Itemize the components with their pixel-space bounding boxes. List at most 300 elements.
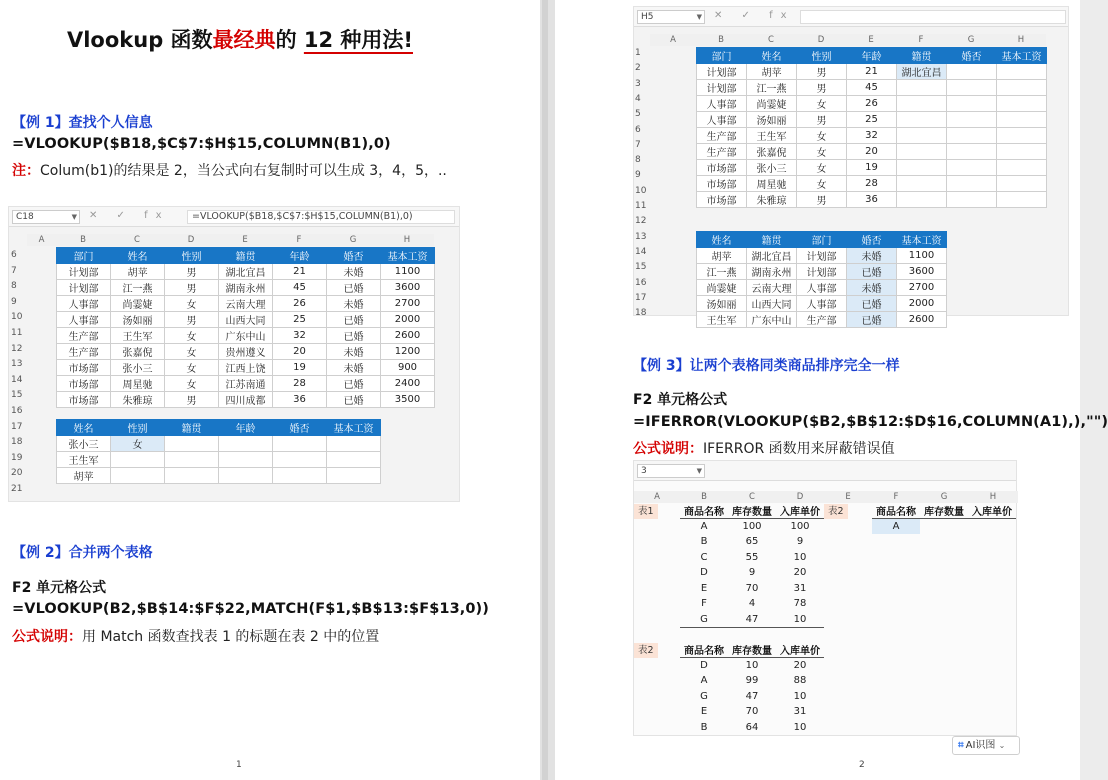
table-cell[interactable]: 4 [748,598,756,610]
row-number[interactable]: 8 [11,281,17,292]
column-letter[interactable]: C [110,234,164,246]
row-number[interactable]: 15 [635,262,647,273]
column-header[interactable]: 姓名 [111,248,165,264]
column-header[interactable]: 基本工资 [997,48,1047,64]
table-cell[interactable]: 10 [745,660,759,671]
table-cell[interactable] [947,176,997,192]
table-cell[interactable]: 女 [165,328,219,344]
table-cell[interactable]: 32 [847,128,897,144]
table-cell[interactable]: 汤如丽 [747,112,797,128]
table-cell[interactable]: G [680,612,728,628]
column-header[interactable]: 部门 [57,248,111,264]
column-header[interactable]: 性别 [165,248,219,264]
column-header[interactable]: 籍贯 [219,248,273,264]
column-letter[interactable]: D [776,491,824,503]
table-cell[interactable]: 计划部 [797,248,847,264]
table-cell[interactable]: 尚霎婕 [697,280,747,296]
column-letter[interactable]: G [920,491,968,503]
column-header[interactable]: 入库单价 [968,503,1016,519]
table-cell[interactable]: 45 [847,80,897,96]
table-cell[interactable]: 江一燕 [747,80,797,96]
table-cell[interactable]: 3500 [381,392,435,408]
table-cell[interactable]: 人事部 [697,112,747,128]
table-cell[interactable] [997,160,1047,176]
table-cell[interactable]: 2600 [897,312,947,328]
table-cell[interactable]: 贵州遵义 [219,344,273,360]
table-cell[interactable]: 江西上饶 [219,360,273,376]
table-cell[interactable]: 胡苹 [57,468,111,484]
table-cell[interactable]: 20 [273,344,327,360]
table-cell[interactable]: 男 [165,312,219,328]
table-cell[interactable]: C [700,551,708,563]
table-cell[interactable] [897,144,947,160]
table-cell[interactable]: 尚霎婕 [111,296,165,312]
table-cell[interactable]: 计划部 [697,64,747,80]
table-cell[interactable]: 人事部 [697,96,747,112]
table-cell[interactable]: A [700,675,708,687]
row-number[interactable]: 21 [11,484,23,494]
table-cell[interactable]: 江一燕 [697,264,747,280]
table-cell[interactable]: 65 [745,536,759,548]
table-cell[interactable]: 2700 [381,296,435,312]
table-cell[interactable]: 47 [745,690,759,702]
table-cell[interactable]: D [700,567,708,579]
table-cell[interactable]: 尚霎婕 [747,96,797,112]
table-cell[interactable]: 王生军 [747,128,797,144]
table-cell[interactable]: 人事部 [57,296,111,312]
table-cell[interactable] [219,436,273,452]
table-cell[interactable]: B [700,536,708,548]
table-cell[interactable] [897,176,947,192]
column-letter[interactable]: E [218,234,272,246]
table-cell[interactable]: 未婚 [327,360,381,376]
column-header[interactable]: 年龄 [847,48,897,64]
column-header[interactable]: 姓名 [747,48,797,64]
table-cell[interactable]: 人事部 [57,312,111,328]
table-cell[interactable]: 已婚 [327,376,381,392]
table-cell[interactable]: 胡苹 [697,248,747,264]
table-cell[interactable] [897,160,947,176]
table-cell[interactable]: 男 [797,80,847,96]
table-cell[interactable]: 计划部 [57,264,111,280]
table-cell[interactable] [947,96,997,112]
row-number[interactable]: 11 [635,201,647,211]
table-cell[interactable]: 78 [793,598,807,610]
table-cell[interactable]: 女 [797,144,847,160]
table-cell[interactable] [997,144,1047,160]
table-cell[interactable]: 朱雅琼 [111,392,165,408]
column-header[interactable]: 入库单价 [776,503,824,519]
table-cell[interactable]: 25 [273,312,327,328]
table-cell[interactable] [947,80,997,96]
column-header[interactable]: 籍贯 [897,48,947,64]
table-cell[interactable]: 胡苹 [747,64,797,80]
table-cell[interactable]: 10 [776,612,824,628]
table-cell[interactable] [165,452,219,468]
table-cell[interactable]: 88 [793,675,807,687]
table-cell[interactable] [897,96,947,112]
table-cell[interactable]: 未婚 [847,248,897,264]
table-cell[interactable]: 1100 [381,264,435,280]
table-cell[interactable]: 21 [273,264,327,280]
table-cell[interactable] [997,96,1047,112]
table-cell[interactable] [111,452,165,468]
column-header[interactable]: 入库单价 [776,642,824,658]
table-cell[interactable]: 张小三 [111,360,165,376]
table-cell[interactable]: 广东中山 [219,328,273,344]
table-cell[interactable] [947,128,997,144]
row-number[interactable]: 17 [11,421,23,432]
table-cell[interactable]: 江苏南通 [219,376,273,392]
table-cell[interactable]: 市场部 [57,360,111,376]
table-cell[interactable]: 王生军 [57,452,111,468]
column-letter[interactable]: A [650,34,696,46]
table-cell[interactable]: 生产部 [57,344,111,360]
table-cell[interactable]: E [700,706,708,718]
table-cell[interactable]: 胡苹 [111,264,165,280]
column-letter[interactable]: C [746,34,796,46]
table-cell[interactable]: 人事部 [797,280,847,296]
column-letter[interactable]: H [968,491,1018,503]
table-cell[interactable] [273,436,327,452]
column-header[interactable]: 婚否 [327,248,381,264]
table-cell[interactable]: A [872,519,920,535]
table-cell[interactable] [947,112,997,128]
row-number[interactable]: 1 [635,48,641,58]
row-number[interactable]: 7 [11,265,17,276]
row-number[interactable]: 12 [635,216,647,227]
table-cell[interactable]: 20 [847,144,897,160]
table-cell[interactable]: 47 [728,612,776,628]
column-header[interactable]: 部门 [797,232,847,248]
table-cell[interactable]: 19 [273,360,327,376]
row-number[interactable]: 16 [11,406,23,416]
table-cell[interactable]: 未婚 [327,296,381,312]
table-cell[interactable] [219,468,273,484]
column-letter[interactable]: F [272,234,326,246]
column-header[interactable]: 商品名称 [680,642,728,658]
table-cell[interactable] [997,128,1047,144]
table-cell[interactable]: 2700 [897,280,947,296]
row-number[interactable]: 11 [11,328,23,338]
table-cell[interactable] [111,468,165,484]
column-header[interactable]: 部门 [697,48,747,64]
table-cell[interactable]: 汤如丽 [697,296,747,312]
table-cell[interactable]: 20 [793,567,807,579]
table-cell[interactable] [920,519,968,535]
column-letter[interactable]: E [846,34,896,46]
table-cell[interactable]: G [700,690,708,702]
table-cell[interactable]: 朱雅琼 [747,192,797,208]
row-number[interactable]: 20 [11,468,23,479]
table-cell[interactable]: 36 [273,392,327,408]
column-letter[interactable]: G [326,234,380,246]
table-cell[interactable]: 女 [797,160,847,176]
row-number[interactable]: 12 [11,343,23,354]
table-cell[interactable]: 3600 [381,280,435,296]
table-cell[interactable]: 已婚 [847,264,897,280]
table-cell[interactable] [897,112,947,128]
table-cell[interactable] [327,452,381,468]
table-cell[interactable]: 已婚 [847,312,897,328]
column-header[interactable]: 性别 [111,420,165,436]
row-number[interactable]: 4 [635,93,641,104]
table-cell[interactable]: 45 [273,280,327,296]
table-cell[interactable] [947,144,997,160]
table-cell[interactable]: 广东中山 [747,312,797,328]
column-letter[interactable]: D [796,34,846,46]
table-cell[interactable]: 张小三 [747,160,797,176]
table-cell[interactable]: 生产部 [57,328,111,344]
table-cell[interactable]: 31 [793,582,807,594]
table-cell[interactable]: 周星驰 [111,376,165,392]
column-header[interactable]: 年龄 [219,420,273,436]
column-letter[interactable]: B [56,234,110,246]
row-number[interactable]: 15 [11,390,23,401]
table-cell[interactable]: 市场部 [57,392,111,408]
table-cell[interactable]: 10 [793,690,807,702]
table-cell[interactable]: 湖北宜昌 [219,264,273,280]
row-number[interactable]: 18 [635,308,647,319]
table-cell[interactable]: 市场部 [697,176,747,192]
table-cell[interactable]: 王生军 [111,328,165,344]
column-header[interactable]: 商品名称 [872,503,920,519]
row-number[interactable]: 9 [11,296,17,307]
row-number[interactable]: 18 [11,437,23,448]
row-number[interactable]: 10 [635,185,647,196]
row-number[interactable]: 6 [635,124,641,135]
column-letter[interactable]: C [728,491,776,503]
table-cell[interactable]: 已婚 [327,328,381,344]
table-cell[interactable]: 64 [745,721,759,733]
column-letter[interactable]: B [696,34,746,46]
table-cell[interactable]: E [700,582,708,594]
table-cell[interactable]: 计划部 [57,280,111,296]
column-letter[interactable]: G [946,34,996,46]
table-cell[interactable]: 湖北宜昌 [747,248,797,264]
table-cell[interactable]: 已婚 [327,312,381,328]
column-header[interactable]: 库存数量 [728,642,776,658]
table-cell[interactable] [327,468,381,484]
table-cell[interactable]: 99 [745,675,759,687]
row-number[interactable]: 2 [635,63,641,74]
column-letter[interactable]: B [680,491,728,503]
table-cell[interactable] [997,80,1047,96]
row-number[interactable]: 13 [11,359,23,370]
table-cell[interactable]: 生产部 [697,128,747,144]
table-cell[interactable] [897,192,947,208]
table-cell[interactable]: 人事部 [797,296,847,312]
table-cell[interactable]: 70 [745,582,759,594]
table-cell[interactable] [968,519,1016,535]
table-cell[interactable]: D [700,660,708,671]
table-cell[interactable]: 28 [847,176,897,192]
table-cell[interactable]: 未婚 [327,344,381,360]
column-letter[interactable]: H [380,234,434,246]
row-number[interactable]: 14 [11,374,23,385]
table-cell[interactable]: 张嘉倪 [111,344,165,360]
table-cell[interactable]: 55 [745,551,759,563]
table-cell[interactable]: 山西大同 [747,296,797,312]
table-cell[interactable]: 生产部 [797,312,847,328]
table-cell[interactable]: 1100 [897,248,947,264]
column-header[interactable]: 婚否 [947,48,997,64]
table-cell[interactable]: 9 [748,567,756,579]
table-cell[interactable]: 25 [847,112,897,128]
table-cell[interactable]: 已婚 [327,392,381,408]
table-cell[interactable]: 36 [847,192,897,208]
scrollbar[interactable] [542,0,548,780]
table-cell[interactable]: 70 [745,706,759,718]
table-cell[interactable] [273,468,327,484]
row-number[interactable]: 8 [635,155,641,166]
table-cell[interactable]: 湖南永州 [219,280,273,296]
table-cell[interactable]: A [700,521,708,532]
table-cell[interactable]: 26 [273,296,327,312]
table-cell[interactable]: 20 [793,660,807,671]
table-cell[interactable] [947,64,997,80]
table-cell[interactable] [327,436,381,452]
table-cell[interactable]: 已婚 [327,280,381,296]
table-cell[interactable]: 1200 [381,344,435,360]
table-cell[interactable]: 已婚 [847,296,897,312]
table-cell[interactable]: 10 [793,721,807,733]
table-cell[interactable]: 9 [796,536,804,548]
row-number[interactable]: 16 [635,277,647,288]
column-letter[interactable]: A [27,234,56,246]
table-cell[interactable]: 市场部 [697,160,747,176]
column-header[interactable]: 籍贯 [747,232,797,248]
table-cell[interactable]: 男 [797,64,847,80]
table-cell[interactable]: 计划部 [697,80,747,96]
column-letter[interactable]: F [896,34,946,46]
table-cell[interactable]: 100 [790,521,810,532]
table-cell[interactable]: 未婚 [327,264,381,280]
table-cell[interactable]: 女 [111,436,165,452]
row-number[interactable]: 5 [635,109,641,120]
row-number[interactable]: 7 [635,139,641,150]
table-cell[interactable]: 2000 [381,312,435,328]
table-cell[interactable]: 女 [165,360,219,376]
table-cell[interactable]: 江一燕 [111,280,165,296]
table-cell[interactable]: 湖北宜昌 [897,64,947,80]
column-header[interactable]: 籍贯 [165,420,219,436]
column-letter[interactable]: E [824,491,872,503]
table-cell[interactable]: 28 [273,376,327,392]
column-header[interactable]: 基本工资 [327,420,381,436]
table-cell[interactable] [165,436,219,452]
table-cell[interactable]: 10 [793,551,807,563]
table-cell[interactable]: 市场部 [57,376,111,392]
column-header[interactable]: 姓名 [697,232,747,248]
table-cell[interactable]: 张小三 [57,436,111,452]
table-cell[interactable] [997,64,1047,80]
table-cell[interactable]: 2400 [381,376,435,392]
table-cell[interactable]: 2600 [381,328,435,344]
table-cell[interactable]: 计划部 [797,264,847,280]
column-header[interactable]: 年龄 [273,248,327,264]
row-number[interactable]: 19 [11,452,23,463]
column-letter[interactable]: D [164,234,218,246]
column-letter[interactable]: H [996,34,1046,46]
table-cell[interactable] [897,80,947,96]
table-cell[interactable] [947,160,997,176]
column-header[interactable]: 基本工资 [381,248,435,264]
table-cell[interactable]: 汤如丽 [111,312,165,328]
table-cell[interactable]: F [701,598,707,610]
table-cell[interactable]: 100 [742,521,762,532]
table-cell[interactable]: 女 [797,176,847,192]
column-header[interactable]: 库存数量 [920,503,968,519]
column-letter[interactable]: A [634,491,680,503]
table-cell[interactable]: 云南大理 [219,296,273,312]
table-cell[interactable]: 周星驰 [747,176,797,192]
table-cell[interactable]: 女 [165,296,219,312]
table-cell[interactable]: 男 [165,392,219,408]
table-cell[interactable]: 山西大同 [219,312,273,328]
row-number[interactable]: 9 [635,170,641,181]
table-cell[interactable]: 市场部 [697,192,747,208]
column-header[interactable]: 婚否 [847,232,897,248]
table-cell[interactable]: 王生军 [697,312,747,328]
table-cell[interactable]: 2000 [897,296,947,312]
table-cell[interactable]: 26 [847,96,897,112]
table-cell[interactable]: 男 [797,192,847,208]
table-cell[interactable]: 32 [273,328,327,344]
column-header[interactable]: 库存数量 [728,503,776,519]
table-cell[interactable]: B [700,721,708,733]
table-cell[interactable]: 张嘉倪 [747,144,797,160]
table-cell[interactable]: 四川成都 [219,392,273,408]
row-number[interactable]: 6 [11,250,17,260]
column-header[interactable]: 基本工资 [897,232,947,248]
row-number[interactable]: 17 [635,292,647,303]
row-number[interactable]: 14 [635,246,647,257]
table-cell[interactable] [947,192,997,208]
table-cell[interactable]: 女 [797,96,847,112]
column-header[interactable]: 姓名 [57,420,111,436]
table-cell[interactable]: 湖南永州 [747,264,797,280]
ai-recognize-button[interactable]: ⌗ AI识图 ⌄ [952,736,1020,755]
table-cell[interactable] [897,128,947,144]
table-cell[interactable] [273,452,327,468]
table-cell[interactable] [219,452,273,468]
table-cell[interactable] [997,112,1047,128]
table-cell[interactable]: 31 [793,706,807,718]
table-cell[interactable]: 男 [797,112,847,128]
table-cell[interactable]: 19 [847,160,897,176]
row-number[interactable]: 13 [635,231,647,242]
table-cell[interactable]: 未婚 [847,280,897,296]
column-letter[interactable]: F [872,491,920,503]
table-cell[interactable]: 21 [847,64,897,80]
table-cell[interactable]: 女 [165,376,219,392]
row-number[interactable]: 3 [635,78,641,89]
column-header[interactable]: 婚否 [273,420,327,436]
table-cell[interactable] [997,176,1047,192]
table-cell[interactable]: 女 [165,344,219,360]
table-cell[interactable]: 女 [797,128,847,144]
table-cell[interactable]: 男 [165,280,219,296]
row-number[interactable]: 10 [11,312,23,323]
table-cell[interactable] [997,192,1047,208]
table-cell[interactable] [165,468,219,484]
table-cell[interactable]: 900 [381,360,435,376]
table-cell[interactable]: 男 [165,264,219,280]
column-header[interactable]: 性别 [797,48,847,64]
table-cell[interactable]: 云南大理 [747,280,797,296]
table-cell[interactable]: 生产部 [697,144,747,160]
